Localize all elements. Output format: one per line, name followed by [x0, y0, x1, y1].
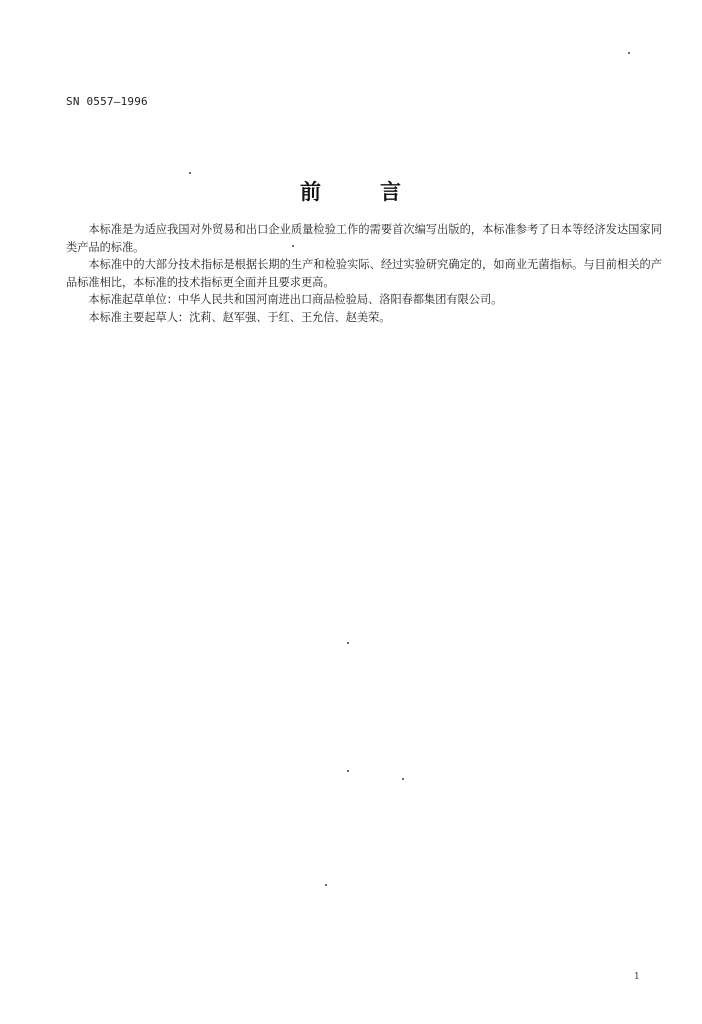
paragraph-purpose: 本标准是为适应我国对外贸易和出口企业质量检验工作的需要首次编写出版的，本标准参考了日本等经济发达国家同类产品的标准。 — [66, 223, 662, 254]
foreword-body — [66, 221, 662, 326]
standard-code: SN 0557—1996 — [66, 95, 148, 108]
scan-speck — [189, 172, 191, 174]
page-number: 1 — [634, 972, 640, 982]
title-char-2: 言 — [380, 179, 402, 204]
title-char-1: 前 — [300, 179, 322, 204]
scan-speck — [347, 770, 349, 772]
page-title — [0, 176, 702, 206]
scan-speck — [402, 778, 404, 780]
paragraph-drafting-organization: 本标准起草单位：中华人民共和国河南进出口商品检验局、洛阳春都集团有限公司。 — [88, 293, 503, 306]
scan-speck — [347, 642, 349, 644]
scan-speck — [292, 245, 294, 247]
scan-speck — [325, 884, 327, 886]
scan-speck — [628, 52, 630, 54]
paragraph-technical-indicators: 本标准中的大部分技术指标是根据长期的生产和检验实际、经过实验研究确定的，如商业无菌指标。与目前相关的产品标准相比，本标准的技术指标更全面并且要求更高。 — [66, 258, 662, 289]
paragraph-drafters: 本标准主要起草人：沈莉、赵军强、于红、王允信、赵美荣。 — [88, 310, 391, 324]
